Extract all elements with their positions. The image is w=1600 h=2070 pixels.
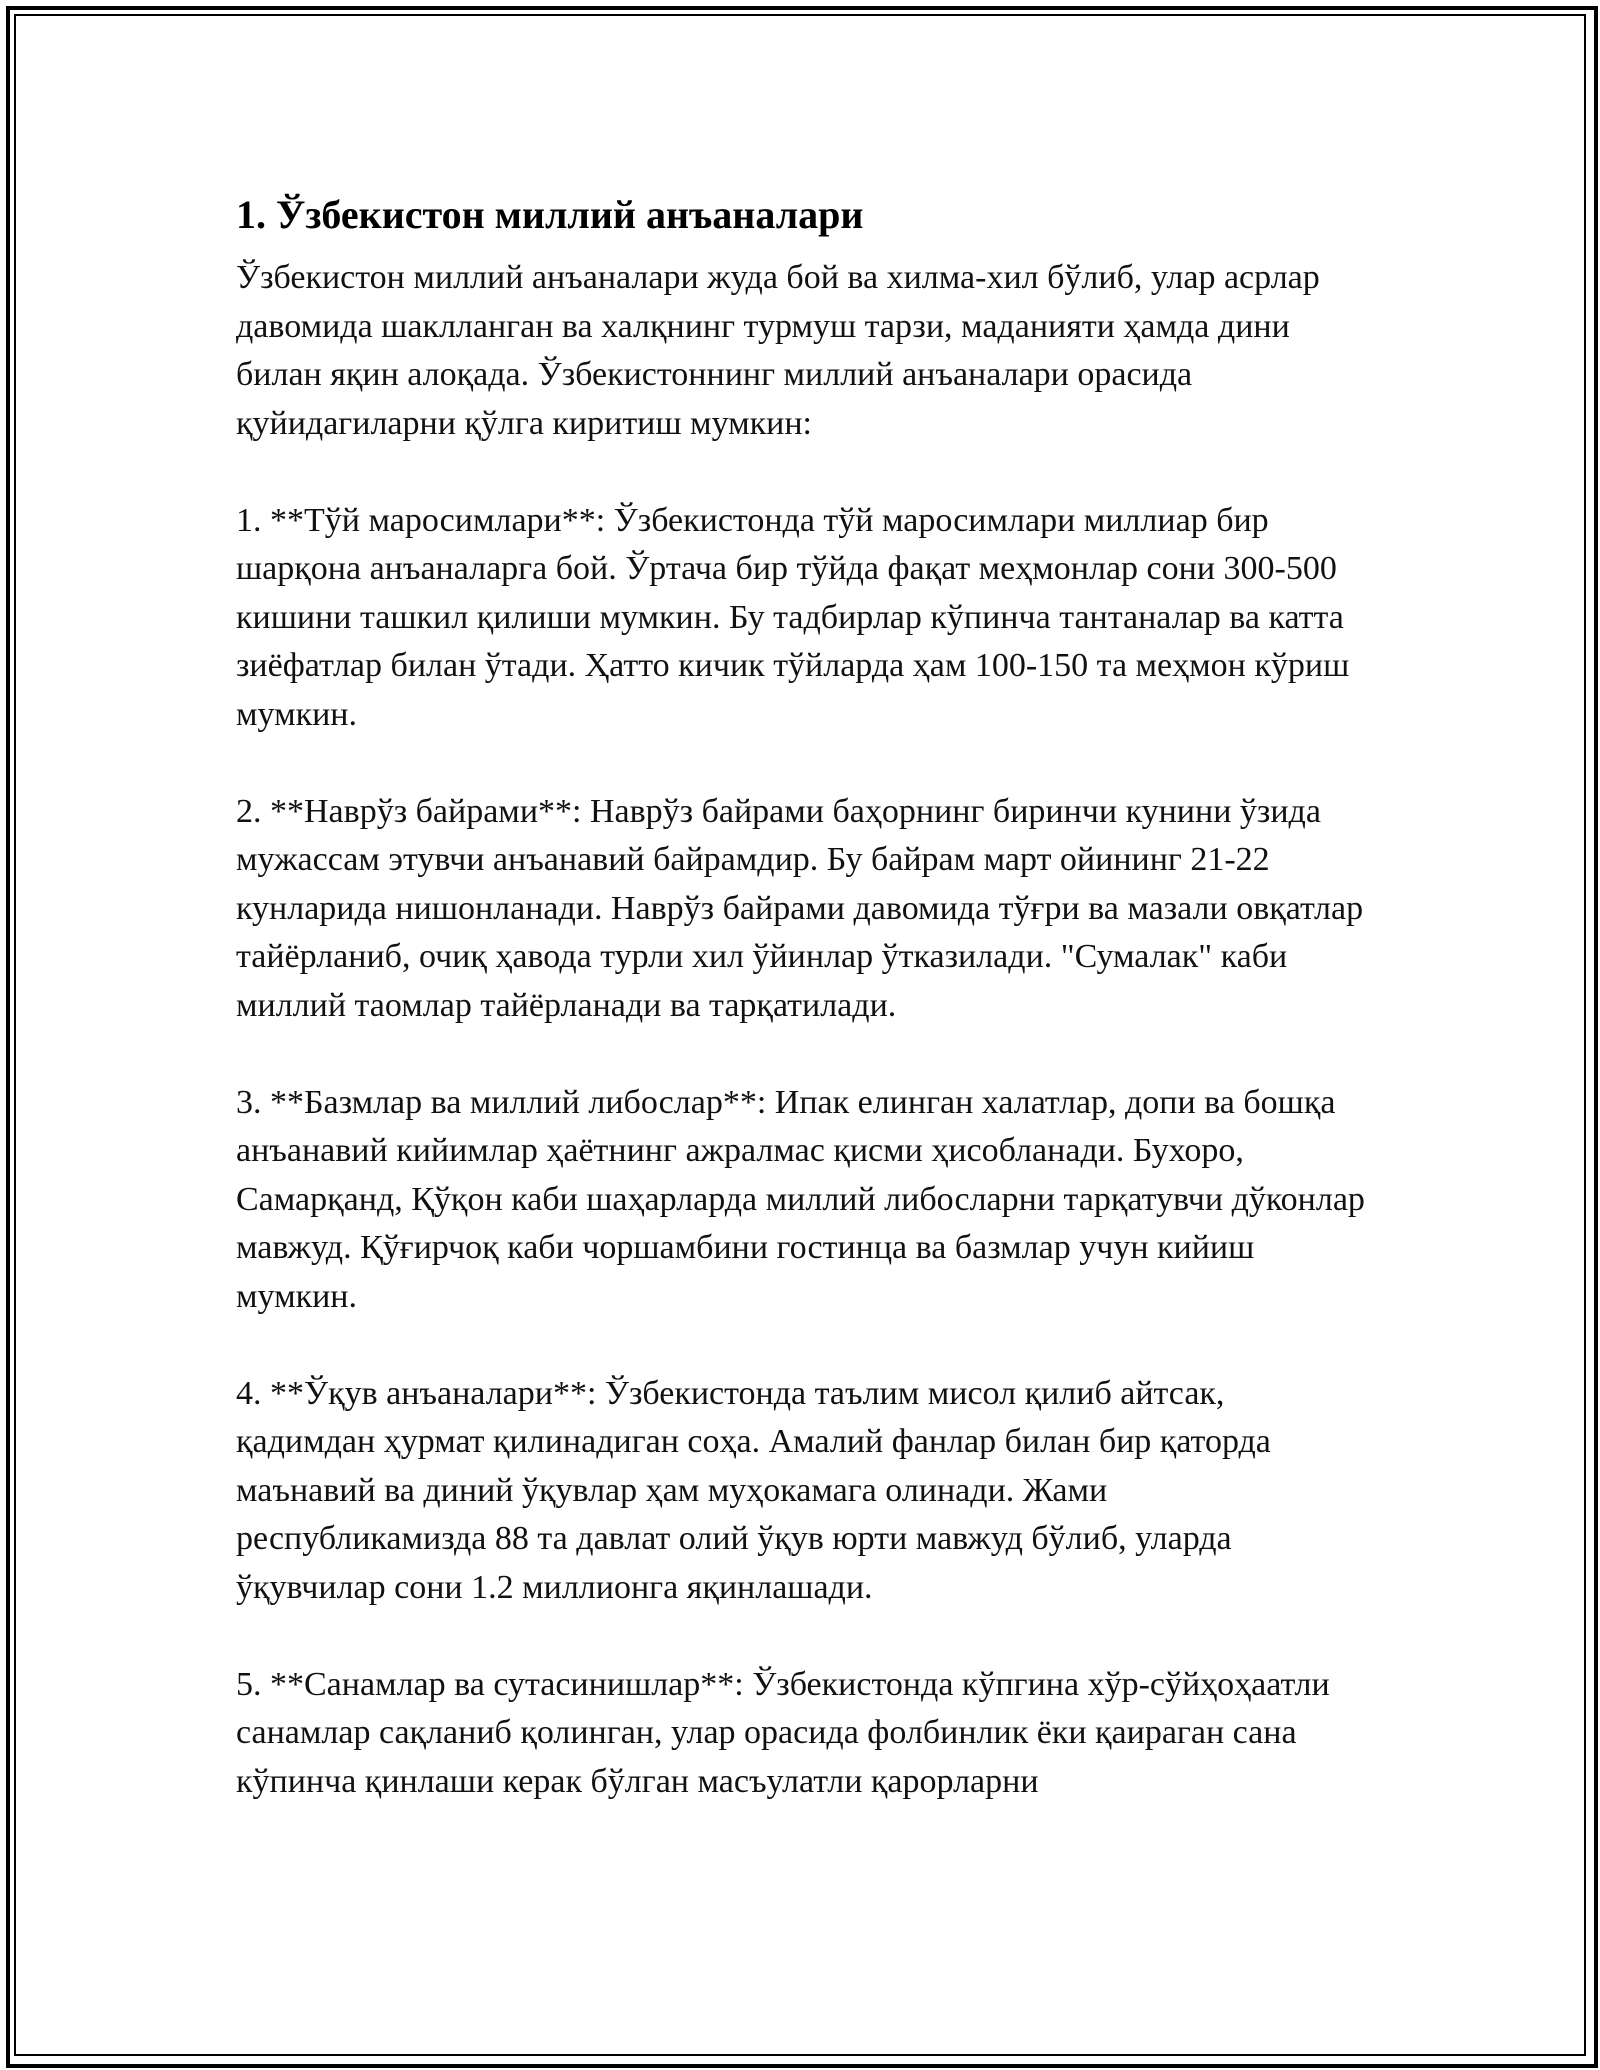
paragraph-landmarks: 5. **Санамлар ва сутасинишлар**: Ўзбекистонда кўпгина хўр-сўйҳоҳаатли санамлар сақланиб қолинган, улар орасида фолбинлик ёки қаираган сана кўпинча қинлаши керак бўлган масъулатли қарорларни [236,1665,1330,1800]
paragraph-weddings: 1. **Тўй маросимлари**: Ўзбекистонда тўй маросимлари миллиар бир шарқона анъаналарга бой. Ўртача бир тўйда фақат меҳмонлар сони 300-500 кишини ташкил қилиши мумкин. Бу тадбирлар кўпинча тантаналар ва катта зиёфатлар билан ўтади. Ҳатто кичик тўйларда ҳам 100-150 та меҳмон кўриш мумкин. [236,501,1350,733]
paragraph-navruz: 2. **Наврўз байрами**: Наврўз байрами баҳорнинг биринчи кунини ўзида мужассам этувчи анъанавий байрамдир. Бу байрам март ойининг 21-22 кунларида нишонланади. Наврўз байрами давомида тўғри ва мазали овқатлар тайёрланиб, очиқ ҳавода турли хил ўйинлар ўтказилади. "Сумалак" каби миллий таомлар тайёрланади ва тарқатилади. [236,792,1364,1024]
paragraph-education: 4. **Ўқув анъаналари**: Ўзбекистонда таълим мисол қилиб айтсак, қадимдан ҳурмат қилинадиган соҳа. Амалий фанлар билан бир қаторда маънавий ва диний ўқувлар ҳам муҳокамага олинади. Жами республикамизда 88 та давлат олий ўқув юрти мавжуд бўлиб, уларда ўқувчилар сони 1.2 миллионга яқинлашади. [236,1374,1271,1606]
document-heading: 1. Ўзбекистон миллий анъаналари [236,192,864,237]
document-body [236,186,1366,1855]
intro-paragraph: Ўзбекистон миллий анъаналари жуда бой ва хилма-хил бўлиб, улар асрлар давомида шаклланган ва халқнинг турмуш тарзи, маданияти ҳамда дини билан яқин алоқада. Ўзбекистоннинг миллий анъаналари орасида қуйидагиларни қўлга киритиш мумкин: [236,259,1320,442]
paragraph-clothing: 3. **Базмлар ва миллий либослар**: Ипак елинган халатлар, допи ва бошқа анъанавий кийимлар ҳаётнинг ажралмас қисми ҳисобланади. Бухоро, Самарқанд, Қўқон каби шаҳарларда миллий либосларни тарқатувчи дўконлар мавжуд. Қўғирчоқ каби чоршамбини гостинца ва базмлар учун кийиш мумкин. [236,1083,1365,1315]
